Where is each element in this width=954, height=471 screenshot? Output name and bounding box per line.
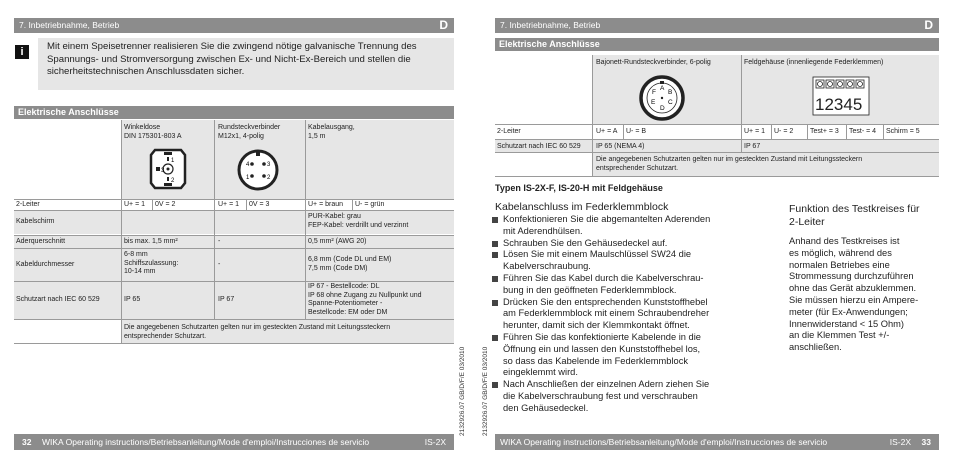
table-note: Die angegebenen Schutzarten gelten nur im gesteckten Zustand mit Leitungssteckern entsprechender Schutzart. [124,324,391,340]
bullet-square-icon [492,241,498,247]
section-title: Elektrische Anschlüsse [495,38,939,51]
footer-code: IS-2X [889,437,911,447]
footer-text: WIKA Operating instructions/Betriebsanleitung/Mode d'emploi/Instrucciones de servicio [42,437,370,447]
pin-label: 3 [161,168,165,174]
list-item: Schrauben Sie den Gehäusedeckel auf. [491,238,751,250]
subtitle: Typen IS-2X-F, IS-20-H mit Feldgehäuse [495,183,663,193]
list-item: Führen Sie das konfektionierte Kabelende in die Öffnung ein und lassen den Kunststoffhebel los, so dass das Kabelende im Federklemmblock eingeklemmt wird. [491,332,751,379]
pin-label: E [651,99,656,106]
bullet-square-icon [492,382,498,388]
bullet-square-icon [492,300,498,306]
test-circuit-body: Anhand des Testkreises ist es möglich, während des normalen Betriebes eine Strommessung durchzuführen ohne das Gerät abzuklemmen. Sie müssen hierzu ein Ampere- meter (für Ex-Anwendungen; Innenwiderstand < 15 Ohm) an die Klemmen Test +/- anschließen. [789,236,919,353]
list-item: Führen Sie das Kabel durch die Kabelverschrau- bung in den geöffneten Federklemmblock. [491,273,751,297]
footer-text: WIKA Operating instructions/Betriebsanleitung/Mode d'emploi/Instrucciones de servicio [500,437,828,447]
header-title: 7. Inbetriebnahme, Betrieb [19,20,120,30]
page-header [495,18,939,33]
pin-label: 2 [267,175,271,181]
bayonet-connector-diagram [638,74,686,122]
info-text: Mit einem Speisetrenner realisieren Sie die zwingend nötige galvanische Trennung des Spannungs- und Stromversorgung zwischen Ex- und Nicht-Ex-Bereich und stellen die sicherheitstechnischen Anschlussdaten sicher. [47,41,417,77]
header-title: 7. Inbetriebnahme, Betrieb [500,20,601,30]
list-item: Lösen Sie mit einem Maulschlüssel SW24 die Kabelverschraubung. [491,249,751,273]
pin-label: C [668,99,673,106]
test-circuit-heading: Funktion des Testkreises für 2-Leiter [789,203,920,228]
list-item: Konfektionieren Sie die abgemantelten Aderenden mit Aderendhülsen. [491,214,751,238]
page-number: 32 [22,437,32,447]
pin-label: B [668,89,673,96]
right-page: 7. Inbetriebnahme, Betrieb D Elektrische Anschlüsse Bajonett-Rundsteckverbinder, 6-polig Feldgehäuse (innenliegende Federklemmen) F A E D C B 12345 2-Leiter U+ = A U- = B U+ = 1 U- = 2 Test+ = 3 Test- = 4 Schirm = 5 Schutzart nach IEC 60 529 IP 65 (NEMA 4) IP 67 Die angegebenen Schutzarten gelten nur im gesteckten Zustand mit Leitungssteckern entsprechender Schutzart. Typen IS-2X-F, IS-20-H mit Feldgehäuse Kabelanschluss im Federklemmblock Konfektionieren Sie die abgemantelten Aderenden mit Aderendhülsen. Schrauben Sie den Gehäusedeckel auf. Lösen Sie mit einem Maulschlüssel SW24 die Kabelverschraubung. Führen Sie das Kabel durch die Kabelverschrau- bung in den geöffneten Federklemmblock. Drücken Sie den entsprechenden Kunststoffhebel am Federklemmblock mit einem Schraubendreher herunter, damit sich der Klemmkontakt öffnet. Führen Sie das konfektionierte Kabelende in die Öffnung ein und lassen den Kunststoffhebel los, so dass das Kabelende im Federklemmblock eingeklemmt wird. Nach Anschließen der einzelnen Adern ziehen Sie die Kabelverschraubung fest und verschrauben den Gehäusedeckel. Funktion des Testkreises für 2-Leiter Anhand des Testkreises ist es möglich, während des normalen Betriebes eine Strommessung durchzuführen ohne das Gerät abzuklemmen. Sie müssen hierzu ein Ampere- meter (für Ex-Anwendungen; Innenwiderstand < 15 Ohm) an die Klemmen Test +/- anschließen. WIKA Operating instructions/Betriebsanleitung/Mode d'emploi/Instrucciones de servicio IS-2X 33 2132926.07 GB/D/F/E 03/2010 [486,0,954,471]
side-code: 2132926.07 GB/D/F/E 03/2010 [459,346,466,436]
page-footer [14,434,454,450]
list-item: Nach Anschließen der einzelnen Adern ziehen Sie die Kabelverschraubung fest und verschrauben den Gehäusedeckel. [491,379,751,414]
info-icon: i [15,45,29,59]
bullet-square-icon [492,276,498,282]
bullet-square-icon [492,252,498,258]
pin-label: 2 [171,178,175,184]
din-connector-diagram [147,146,189,192]
pin-label: 3 [267,162,271,168]
left-page: 7. Inbetriebnahme, Betrieb D i Mit einem Speisetrenner realisieren Sie die zwingend nötige galvanische Trennung des Spannungs- und Stromversorgung zwischen Ex- und Nicht-Ex-Bereich und stellen die sicherheitstechnischen Anschlussdaten sicher. Elektrische Anschlüsse Winkeldose DIN 175301-803 A Rundsteckverbinder M12x1, 4-polig Kabelausgang, 1,5 m 1 3 2 4 3 1 2 2-Leiter U+ = 1 0V = 2 U+ = 1 0V = 3 U+ = braun U- = grün Kabelschirm PUR-Kabel: grau FEP-Kabel: verdrillt und verzinnt Aderquerschnitt bis max. 1,5 mm² - 0,5 mm² (AWG 20) Kabeldurchmesser 6-8 mm Schiffszulassung: 10-14 mm - 6,8 mm (Code DL und EM) 7,5 mm (Code DM) Schutzart nach IEC 60 529 IP 65 IP 67 IP 67 - Bestellcode: DL IP 68 ohne Zugang zu Nullpunkt und Spanne-Potentiometer - Bestellcode: EM oder DM Die angegebenen Schutzarten gelten nur im gesteckten Zustand mit Leitungssteckern entsprechender Schutzart. 32 WIKA Operating instructions/Betriebsanleitung/Mode d'emploi/Instrucciones de servicio IS-2X 2132926.07 GB/D/F/E 03/2010 [0,0,468,471]
language-badge: D [924,18,933,32]
page-header [14,18,454,33]
terminal-block-diagram [812,76,870,116]
pin-label: F [652,89,656,96]
instructions-list [491,214,751,415]
cable-section-heading: Kabelanschluss im Federklemmblock [495,201,669,213]
side-code: 2132926.07 GB/D/F/E 03/2010 [482,346,489,436]
footer-code: IS-2X [424,437,446,447]
m12-connector-diagram [236,148,280,192]
list-item: Drücken Sie den entsprechenden Kunststoffhebel am Federklemmblock mit einem Schraubendreher herunter, damit sich der Klemmkontakt öffnet. [491,297,751,332]
page-number: 33 [921,437,931,447]
table-note: Die angegebenen Schutzarten gelten nur im gesteckten Zustand mit Leitungssteckern entsprechender Schutzart. [596,156,863,172]
pin-label: A [660,85,665,92]
terminal-numbers: 12345 [815,95,863,114]
pin-label: D [660,105,665,112]
bullet-square-icon [492,335,498,341]
language-badge: D [439,18,448,32]
pin-label: 4 [246,162,250,168]
page-footer [495,434,939,450]
pin-label: 1 [171,158,175,164]
pin-label: 1 [246,175,250,181]
bullet-square-icon [492,217,498,223]
section-title: Elektrische Anschlüsse [14,106,454,119]
